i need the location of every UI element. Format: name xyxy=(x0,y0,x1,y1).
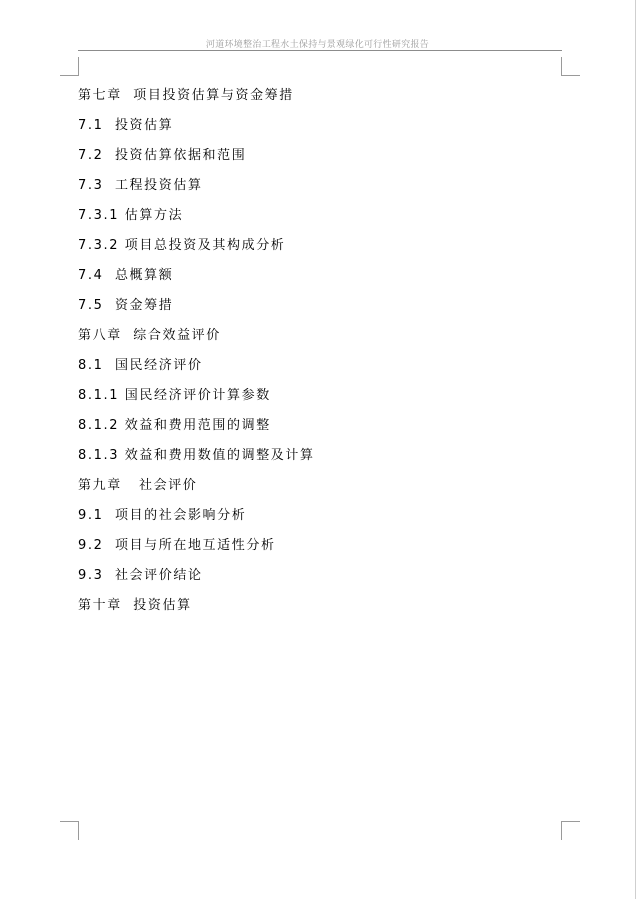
toc-entry: 8.1.2 效益和费用范围的调整 xyxy=(78,418,271,433)
toc-entry: 7.3 工程投资估算 xyxy=(78,178,203,193)
toc-entry: 7.5 资金筹措 xyxy=(78,298,174,313)
toc-entry: 7.1 投资估算 xyxy=(78,118,174,133)
toc-entry: 8.1.1 国民经济评价计算参数 xyxy=(78,388,271,403)
toc-entry: 第八章 综合效益评价 xyxy=(78,328,221,343)
toc-entry: 9.1 项目的社会影响分析 xyxy=(78,508,247,523)
toc-entry: 第十章 投资估算 xyxy=(78,598,192,613)
toc-entry: 7.2 投资估算依据和范围 xyxy=(78,148,247,163)
toc-entry: 7.3.1 估算方法 xyxy=(78,208,184,223)
toc-entry: 8.1 国民经济评价 xyxy=(78,358,203,373)
toc-entry: 8.1.3 效益和费用数值的调整及计算 xyxy=(78,448,315,463)
crop-mark-top-left xyxy=(60,57,79,76)
header-rule xyxy=(78,50,562,51)
toc-entry: 9.2 项目与所在地互适性分析 xyxy=(78,538,276,553)
crop-mark-top-right xyxy=(561,57,580,76)
toc-entry: 7.3.2 项目总投资及其构成分析 xyxy=(78,238,286,253)
toc-entry: 7.4 总概算额 xyxy=(78,268,174,283)
crop-mark-bottom-left xyxy=(60,821,79,840)
toc-entry: 第九章 社会评价 xyxy=(78,478,198,493)
running-header: 河道环境整治工程水土保持与景观绿化可行性研究报告 xyxy=(205,40,430,50)
crop-mark-bottom-right xyxy=(561,821,580,840)
table-of-contents xyxy=(78,86,562,626)
toc-entry: 第七章 项目投资估算与资金筹措 xyxy=(78,88,294,103)
toc-entry: 9.3 社会评价结论 xyxy=(78,568,203,583)
